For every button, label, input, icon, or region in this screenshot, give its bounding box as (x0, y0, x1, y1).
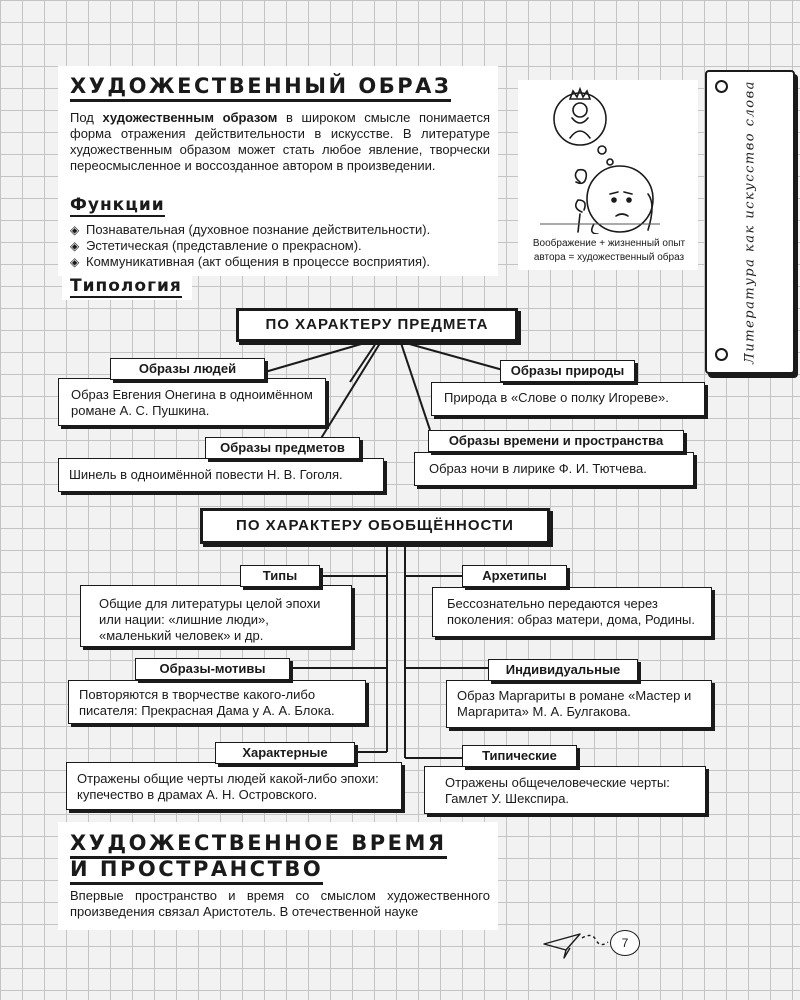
group2-banner: ПО ХАРАКТЕРУ ОБОБЩЁННОСТИ (200, 508, 550, 544)
section2-title: ХУДОЖЕСТВЕННОЕ ВРЕМЯ И ПРОСТРАНСТВО (70, 830, 447, 882)
section2-paragraph: Впервые пространство и время со смыслом художественного произведения связал Аристотель. В отечественной науке (70, 888, 490, 919)
card-time-space: Образ ночи в лирике Ф. И. Тютчева. (414, 452, 694, 486)
intro-term: художественным образом (102, 110, 278, 125)
intro-paragraph: Под художественным образом в широком смысле понимается форма отражения действительности в искусстве. В литературе художественным образом может стать любое явление, творчески переосмысленное и воссозданное автором в произведении. (70, 110, 490, 173)
label-archetypes: Архетипы (462, 565, 567, 587)
card-typical: Отражены общечеловеческие черты: Гамлет У. Шекспира. (424, 766, 706, 814)
label-individual: Индивидуальные (488, 659, 638, 681)
card-people: Образ Евгения Онегина в одноимённом романе А. С. Пушкина. (58, 378, 326, 426)
label-characteristic: Характерные (215, 742, 355, 764)
card-motifs: Повторяются в творчестве какого-либо писателя: Прекрасная Дама у А. А. Блока. (68, 680, 366, 724)
label-nature: Образы природы (500, 360, 635, 382)
label-people: Образы людей (110, 358, 265, 380)
card-individual: Образ Маргариты в романе «Мастер и Маргарита» М. А. Булгакова. (446, 680, 712, 728)
section-title: ХУДОЖЕСТВЕННЫЙ ОБРАЗ (70, 74, 451, 98)
label-time-space: Образы времени и пространства (428, 430, 684, 452)
card-objects: Шинель в одноимённой повести Н. В. Гоголя. (58, 458, 384, 492)
typology-heading: Типология (70, 276, 182, 296)
card-archetypes: Бессознательно передаются через поколения: образ матери, дома, Родины. (432, 587, 712, 637)
paper-plane-icon (540, 930, 610, 960)
group1-banner: ПО ХАРАКТЕРУ ПРЕДМЕТА (236, 308, 518, 342)
page-number: 7 (610, 930, 640, 956)
functions-heading: Функции (70, 195, 165, 215)
list-item: ◈ Эстетическая (представление о прекрасном). (70, 238, 430, 254)
label-motifs: Образы-мотивы (135, 658, 290, 680)
list-item: ◈ Коммуникативная (акт общения в процессе восприятия). (70, 254, 430, 270)
side-tab-text: Литература как искусство слова (742, 80, 758, 364)
card-characteristic: Отражены общие черты людей какой-либо эпохи: купечество в драмах А. Н. Островского. (66, 762, 402, 810)
card-types: Общие для литературы целой эпохи или нации: «лишние люди», «маленький человек» и др. (80, 585, 352, 647)
list-item: ◈ Познавательная (духовное познание действительности). (70, 222, 430, 238)
label-types: Типы (240, 565, 320, 587)
label-objects: Образы предметов (205, 437, 360, 459)
label-typical: Типические (462, 745, 577, 767)
illustration-caption: Воображение + жизненный опыт автора = художественный образ (532, 238, 686, 263)
card-nature: Природа в «Слове о полку Игореве». (431, 382, 705, 416)
